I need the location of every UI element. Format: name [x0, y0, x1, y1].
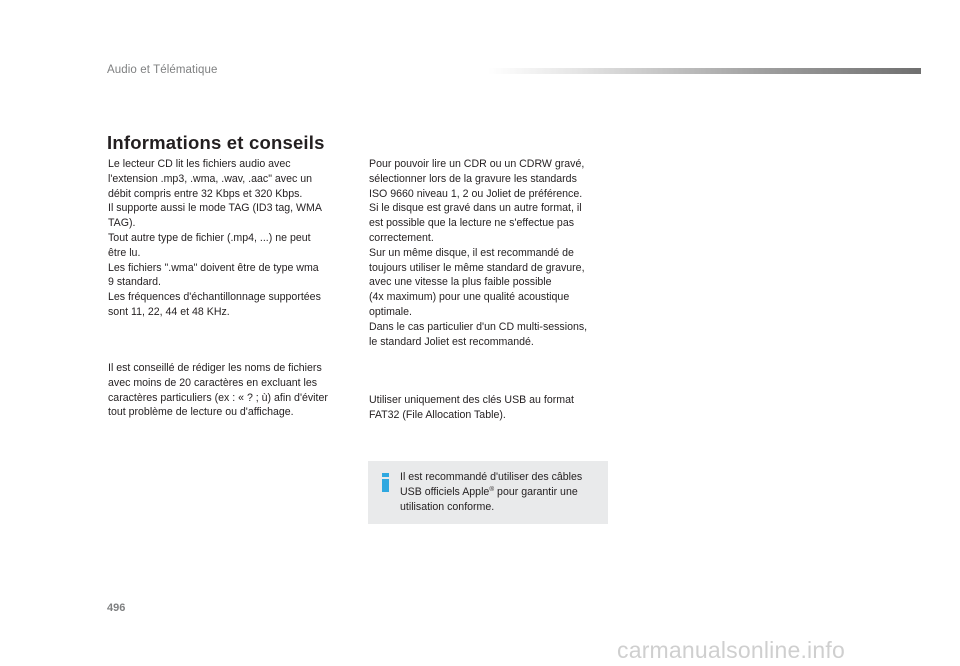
text-line: (4x maximum) pour une qualité acoustique [369, 291, 570, 304]
right-paragraph-cd-burning [369, 157, 587, 349]
text-line: Si le disque est gravé dans un autre format, il [369, 202, 582, 215]
info-line: utilisation conforme. [400, 500, 495, 513]
info-line: Il est recommandé d'utiliser des câbles [400, 471, 583, 483]
text-line: ISO 9660 niveau 1, 2 ou Joliet de préférence. [369, 187, 583, 200]
text-line: FAT32 (File Allocation Table). [369, 408, 506, 421]
text-line: Tout autre type de fichier (.mp4, ...) ne peut [108, 231, 311, 244]
left-paragraph-file-names [108, 361, 328, 420]
text-line: Les fréquences d'échantillonnage supportées [108, 291, 321, 304]
page-number: 496 [107, 602, 126, 614]
left-paragraph-file-formats [108, 157, 322, 320]
text-line: TAG). [108, 217, 136, 230]
text-line: débit compris entre 32 Kbps et 320 Kbps. [108, 187, 303, 200]
text-line: optimale. [369, 305, 412, 318]
text-line: avec une vitesse la plus faible possible [369, 276, 552, 289]
info-box [368, 461, 608, 524]
info-box-text [400, 470, 582, 514]
text-line: Sur un même disque, il est recommandé de [369, 246, 574, 259]
text-line: Pour pouvoir lire un CDR ou un CDRW gravé, [369, 158, 585, 170]
info-line: USB officiels Apple® pour garantir une [400, 485, 578, 498]
text-line: tout problème de lecture ou d'affichage. [108, 406, 294, 419]
registered-mark: ® [489, 485, 495, 493]
text-line: Le lecteur CD lit les fichiers audio avec [108, 158, 291, 170]
text-line: 9 standard. [108, 276, 162, 289]
text-line: sont 11, 22, 44 et 48 KHz. [108, 305, 230, 318]
text-line: Utiliser uniquement des clés USB au format [369, 394, 574, 406]
text-line: Il supporte aussi le mode TAG (ID3 tag, WMA [108, 202, 322, 215]
text-line: avec moins de 20 caractères en excluant les [108, 376, 318, 389]
running-header-title: Audio et Télématique [107, 64, 218, 76]
text-line: Dans le cas particulier d'un CD multi-sessions, [369, 320, 588, 333]
info-icon [381, 473, 390, 493]
text-line: correctement. [369, 231, 434, 244]
text-line: être lu. [108, 246, 141, 259]
text-line: l'extension .mp3, .wma, .wav, .aac" avec un [108, 172, 313, 185]
text-line: caractères particuliers (ex : « ? ; ù) afin d'éviter [108, 391, 328, 404]
text-line: sélectionner lors de la gravure les standards [369, 172, 577, 185]
text-line: est possible que la lecture ne s'effectue pas [369, 217, 575, 230]
text-line: Les fichiers ".wma" doivent être de type wma [108, 261, 319, 274]
section-heading: Informations et conseils [107, 132, 325, 153]
text-line: le standard Joliet est recommandé. [369, 335, 534, 348]
text-line: toujours utiliser le même standard de gravure, [369, 261, 585, 274]
right-paragraph-usb-format [369, 393, 574, 423]
watermark: carmanualsonline.info [617, 637, 845, 663]
text-line: Il est conseillé de rédiger les noms de fichiers [108, 362, 322, 374]
header-gradient-bar [488, 68, 921, 74]
